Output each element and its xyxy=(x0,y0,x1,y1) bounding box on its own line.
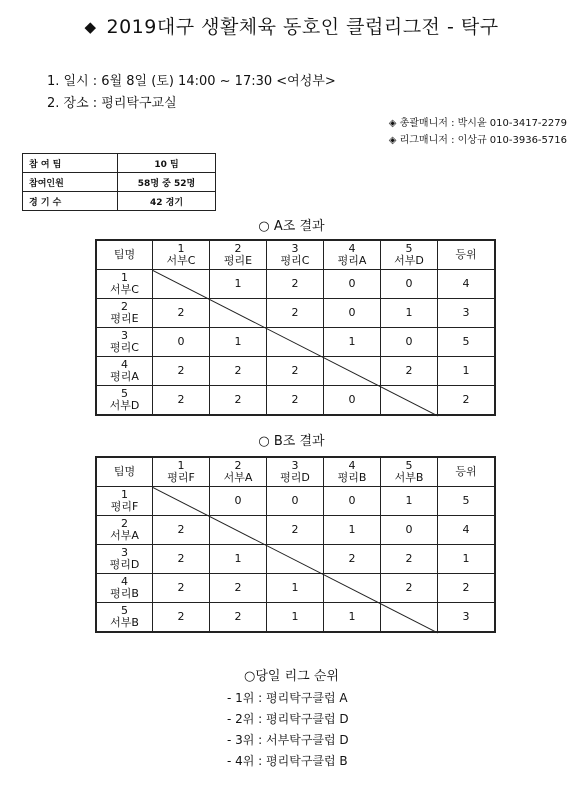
table-header-row xyxy=(96,457,495,487)
score-cell: 2 xyxy=(153,603,210,633)
row-team: 3 평리D xyxy=(96,545,153,574)
score-cell: 1 xyxy=(381,487,438,516)
rank-cell: 4 xyxy=(438,270,496,299)
league-manager: ◈ 리그매니저 : 이상규 010-3936-5716 xyxy=(388,135,567,146)
summary-row-teams xyxy=(23,154,216,173)
ranking-item: - 1위 : 평리탁구클럽 A xyxy=(227,691,348,705)
summary-label: 경 기 수 xyxy=(23,192,118,211)
score-cell: 2 xyxy=(267,357,324,386)
score-cell: 2 xyxy=(153,545,210,574)
table-row xyxy=(96,516,495,545)
score-cell: 1 xyxy=(324,516,381,545)
score-cell: 1 xyxy=(324,328,381,357)
rank-cell: 1 xyxy=(438,545,496,574)
score-cell: 1 xyxy=(210,270,267,299)
score-cell: 1 xyxy=(267,603,324,633)
row-team: 5 서부D xyxy=(96,386,153,416)
table-row xyxy=(96,357,495,386)
score-cell: 2 xyxy=(267,386,324,416)
rank-header: 등위 xyxy=(438,457,496,487)
score-cell: 2 xyxy=(267,516,324,545)
score-cell: 0 xyxy=(381,328,438,357)
summary-row-people xyxy=(23,173,216,192)
page-title-text: 2019대구 생활체육 동호인 클럽리그전 - 탁구 xyxy=(106,16,499,38)
rank-cell: 3 xyxy=(438,603,496,633)
row-team: 5 서부B xyxy=(96,603,153,633)
table-row xyxy=(96,574,495,603)
score-cell: 0 xyxy=(324,270,381,299)
score-cell: 0 xyxy=(381,270,438,299)
score-cell: 2 xyxy=(210,603,267,633)
score-cell: 0 xyxy=(381,516,438,545)
col-header: 2 서부A xyxy=(210,457,267,487)
score-cell: 2 xyxy=(210,386,267,416)
score-cell: 1 xyxy=(324,603,381,633)
table-row xyxy=(96,487,495,516)
summary-value: 10 팀 xyxy=(118,154,216,173)
col-header: 1 평리F xyxy=(153,457,210,487)
col-header: 2 평리E xyxy=(210,240,267,270)
score-cell: 0 xyxy=(324,299,381,328)
row-team: 1 평리F xyxy=(96,487,153,516)
info-date: 1. 일시 : 6월 8일 (토) 14:00 ~ 17:30 <여성부> xyxy=(47,74,336,89)
col-header: 5 서부B xyxy=(381,457,438,487)
score-cell: 2 xyxy=(381,357,438,386)
score-cell: 1 xyxy=(381,299,438,328)
group-b-title: ○ B조 결과 xyxy=(258,434,325,449)
col-header: 4 평리B xyxy=(324,457,381,487)
col-header: 4 평리A xyxy=(324,240,381,270)
col-header: 3 평리C xyxy=(267,240,324,270)
summary-label: 참여인원 xyxy=(23,173,118,192)
score-cell: 2 xyxy=(153,357,210,386)
rank-cell: 3 xyxy=(438,299,496,328)
group-a-title: ○ A조 결과 xyxy=(258,219,325,234)
col-header: 5 서부D xyxy=(381,240,438,270)
summary-value: 42 경기 xyxy=(118,192,216,211)
summary-row-games xyxy=(23,192,216,211)
team-header: 팀명 xyxy=(96,457,153,487)
summary-table xyxy=(22,153,216,211)
score-cell: 2 xyxy=(153,386,210,416)
table-row xyxy=(96,603,495,633)
row-team: 2 서부A xyxy=(96,516,153,545)
row-team: 4 평리A xyxy=(96,357,153,386)
group-b-table xyxy=(95,456,496,633)
score-cell: 0 xyxy=(267,487,324,516)
score-cell: 0 xyxy=(324,386,381,416)
score-cell: 2 xyxy=(381,545,438,574)
summary-value: 58명 중 52명 xyxy=(118,173,216,192)
score-cell: 0 xyxy=(324,487,381,516)
row-team: 1 서부C xyxy=(96,270,153,299)
score-cell: 2 xyxy=(210,357,267,386)
table-row xyxy=(96,270,495,299)
general-manager: ◈ 총괄매니저 : 박시윤 010-3417-2279 xyxy=(388,118,567,129)
team-header: 팀명 xyxy=(96,240,153,270)
score-cell: 2 xyxy=(381,574,438,603)
score-cell: 2 xyxy=(153,299,210,328)
table-row xyxy=(96,299,495,328)
row-team: 2 평리E xyxy=(96,299,153,328)
score-cell: 0 xyxy=(210,487,267,516)
score-cell: 2 xyxy=(153,516,210,545)
rank-header: 등위 xyxy=(438,240,496,270)
score-cell: 2 xyxy=(267,270,324,299)
score-cell: 2 xyxy=(324,545,381,574)
rank-cell: 5 xyxy=(438,328,496,357)
ranking-title: ○당일 리그 순위 xyxy=(244,669,339,684)
rank-cell: 4 xyxy=(438,516,496,545)
score-cell: 1 xyxy=(210,328,267,357)
rank-cell: 2 xyxy=(438,574,496,603)
info-place: 2. 장소 : 평리탁구교실 xyxy=(47,96,177,111)
row-team: 4 평리B xyxy=(96,574,153,603)
page-title xyxy=(0,12,583,39)
ranking-item: - 2위 : 평리탁구클럽 D xyxy=(227,712,349,726)
col-header: 1 서부C xyxy=(153,240,210,270)
table-row xyxy=(96,386,495,416)
rank-cell: 1 xyxy=(438,357,496,386)
diamond-bullet-icon: ◆ xyxy=(84,18,97,36)
summary-label: 참 여 팀 xyxy=(23,154,118,173)
row-team: 3 평리C xyxy=(96,328,153,357)
group-a-table xyxy=(95,239,496,416)
score-cell: 0 xyxy=(153,328,210,357)
ranking-item: - 4위 : 평리탁구클럽 B xyxy=(227,754,348,768)
rank-cell: 5 xyxy=(438,487,496,516)
score-cell: 1 xyxy=(267,574,324,603)
score-cell: 2 xyxy=(153,574,210,603)
rank-cell: 2 xyxy=(438,386,496,416)
score-cell: 2 xyxy=(210,574,267,603)
score-cell: 2 xyxy=(267,299,324,328)
col-header: 3 평리D xyxy=(267,457,324,487)
table-header-row xyxy=(96,240,495,270)
ranking-item: - 3위 : 서부탁구클럽 D xyxy=(227,733,349,747)
score-cell: 1 xyxy=(210,545,267,574)
